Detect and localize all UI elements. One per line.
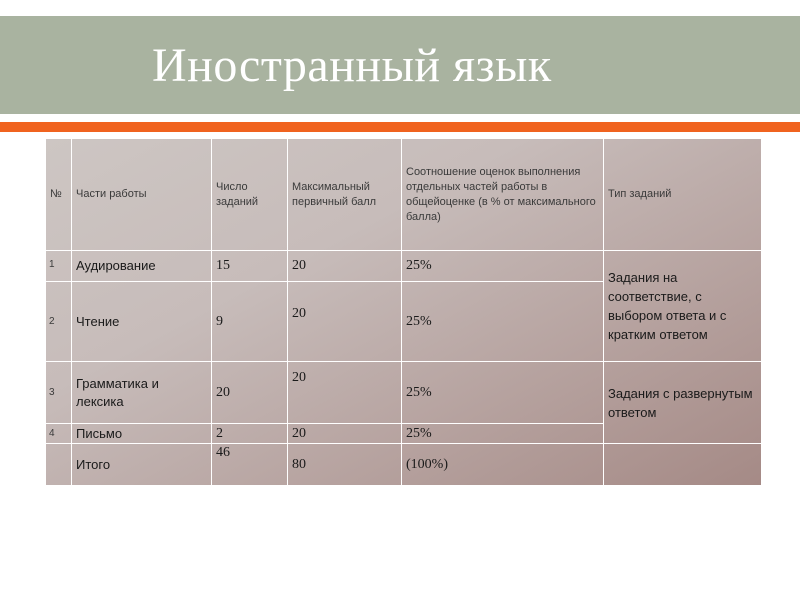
row-count: 9 xyxy=(212,282,288,362)
header-count: Число заданий xyxy=(212,139,288,251)
row-max-score: 20 xyxy=(288,424,402,444)
row-max-score: 20 xyxy=(288,282,402,362)
row-count: 2 xyxy=(212,424,288,444)
header-part: Части работы xyxy=(72,139,212,251)
row-max-score: 20 xyxy=(288,251,402,282)
header-task-type: Тип заданий xyxy=(604,139,762,251)
row-ratio: 25% xyxy=(402,251,604,282)
row-ratio: (100%) xyxy=(402,444,604,486)
slide-title: Иностранный язык xyxy=(152,39,552,92)
row-ratio: 25% xyxy=(402,424,604,444)
row-num xyxy=(46,444,72,486)
table-total-row xyxy=(46,444,762,486)
row-part: Чтение xyxy=(72,282,212,362)
row-count: 20 xyxy=(212,362,288,424)
row-count: 46 xyxy=(212,444,288,486)
row-task-type xyxy=(604,444,762,486)
header-ratio: Соотношение оценок выполнения отдельных частей работы в общейоценке (в % от максимального балла) xyxy=(402,139,604,251)
row-max-score: 80 xyxy=(288,444,402,486)
table-header-row xyxy=(46,139,762,251)
row-count: 15 xyxy=(212,251,288,282)
table-row xyxy=(46,362,762,424)
header-num: № xyxy=(46,139,72,251)
row-num: 4 xyxy=(46,424,72,444)
exam-structure-table xyxy=(45,138,761,485)
row-ratio: 25% xyxy=(402,282,604,362)
row-part: Итого xyxy=(72,444,212,486)
row-num: 3 xyxy=(46,362,72,424)
row-max-score: 20 xyxy=(288,362,402,424)
row-ratio: 25% xyxy=(402,362,604,424)
table-row xyxy=(46,251,762,282)
row-task-type: Задания на соответствие, с выбором ответа и с кратким ответом xyxy=(604,251,762,362)
row-task-type: Задания с развернутым ответом xyxy=(604,362,762,444)
row-num: 1 xyxy=(46,251,72,282)
row-part: Аудирование xyxy=(72,251,212,282)
row-num: 2 xyxy=(46,282,72,362)
header-max-score: Максимальный первичный балл xyxy=(288,139,402,251)
row-part: Грамматика и лексика xyxy=(72,362,212,424)
accent-line xyxy=(0,122,800,132)
row-part: Письмо xyxy=(72,424,212,444)
